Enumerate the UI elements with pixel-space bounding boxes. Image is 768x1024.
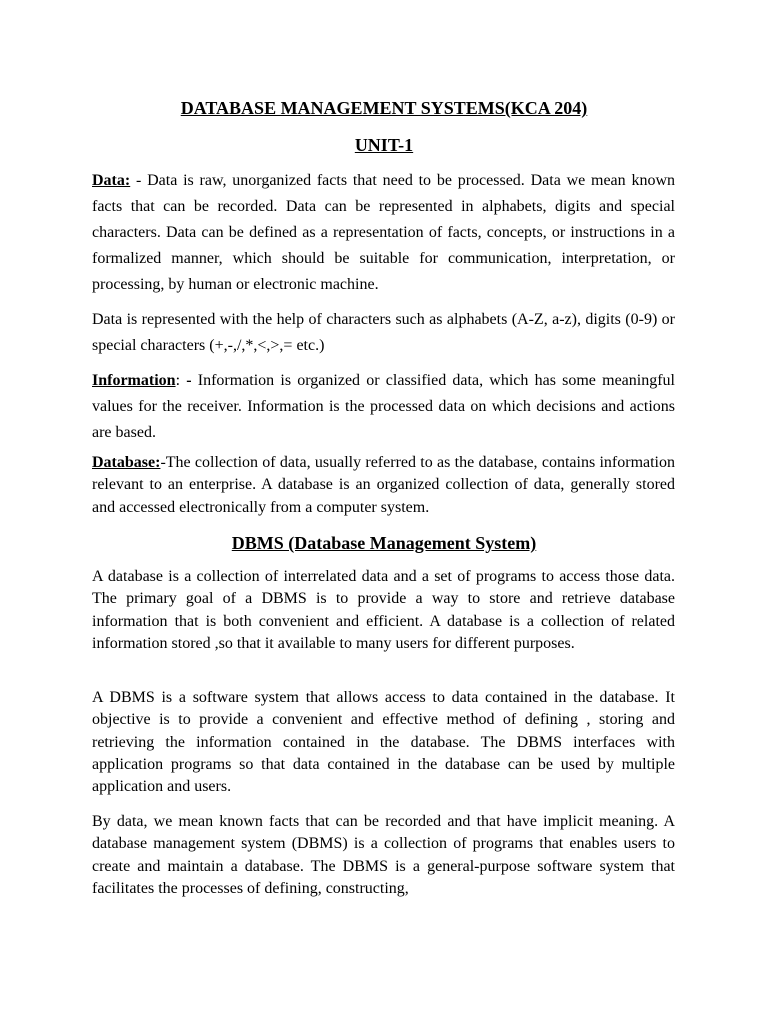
data-term: Data:: [92, 172, 131, 189]
data-definition-text: - Data is raw, unorganized facts that need to be processed. Data we mean known facts that can be recorded. Data can be represented in alphabets, digits and special characters. Data can be defined as a representation of facts, concepts, or instructions in a formalized manner, which should be suitable for communication, interpretation, or processing, by human or electronic machine.: [92, 172, 675, 293]
document-title: DATABASE MANAGEMENT SYSTEMS(KCA 204): [180, 98, 588, 118]
dbms-paragraph: A database is a collection of interrelated data and a set of programs to access those data. The primary goal of a DBMS is to provide a way to store and retrieve database information that is both convenient and efficient. A database is a collection of related information stored ,so that it available to many users for different purposes.: [92, 568, 675, 652]
data-definition-paragraph: [92, 168, 675, 298]
database-definition-paragraph: [92, 452, 675, 519]
information-term: Information: [92, 372, 176, 389]
dbms-paragraph: By data, we mean known facts that can be recorded and that have implicit meaning. A database management system (DBMS) is a collection of programs that enables users to create and maintain a database. The DBMS is a general-purpose software system that facilitates the processes of defining, constructing,: [92, 813, 675, 897]
database-definition-text: -The collection of data, usually referred to as the database, contains information relevant to an enterprise. A database is an organized collection of data, generally stored and accessed electronically from a computer system.: [92, 454, 675, 516]
dbms-heading: DBMS (Database Management System): [231, 533, 537, 553]
information-dash: -: [186, 372, 192, 389]
data-representation-paragraph: Data is represented with the help of characters such as alphabets (A-Z, a-z), digits (0-9) or special characters (+,-,/,*,<,>,= etc.): [92, 311, 675, 354]
information-separator: :: [175, 372, 187, 389]
database-term: Database:: [92, 454, 161, 471]
information-definition-text: Information is organized or classified data, which has some meaningful values for the receiver. Information is the processed data on which decisions and actions are based.: [92, 372, 675, 441]
information-definition-paragraph: [92, 368, 675, 446]
unit-heading: UNIT-1: [354, 135, 414, 155]
dbms-paragraph: A DBMS is a software system that allows access to data contained in the database. It objective is to provide a convenient and effective method of defining , storing and retrieving the information contained in the database. The DBMS interfaces with application programs so that data contained in the database can be used by multiple application and users.: [92, 689, 675, 796]
